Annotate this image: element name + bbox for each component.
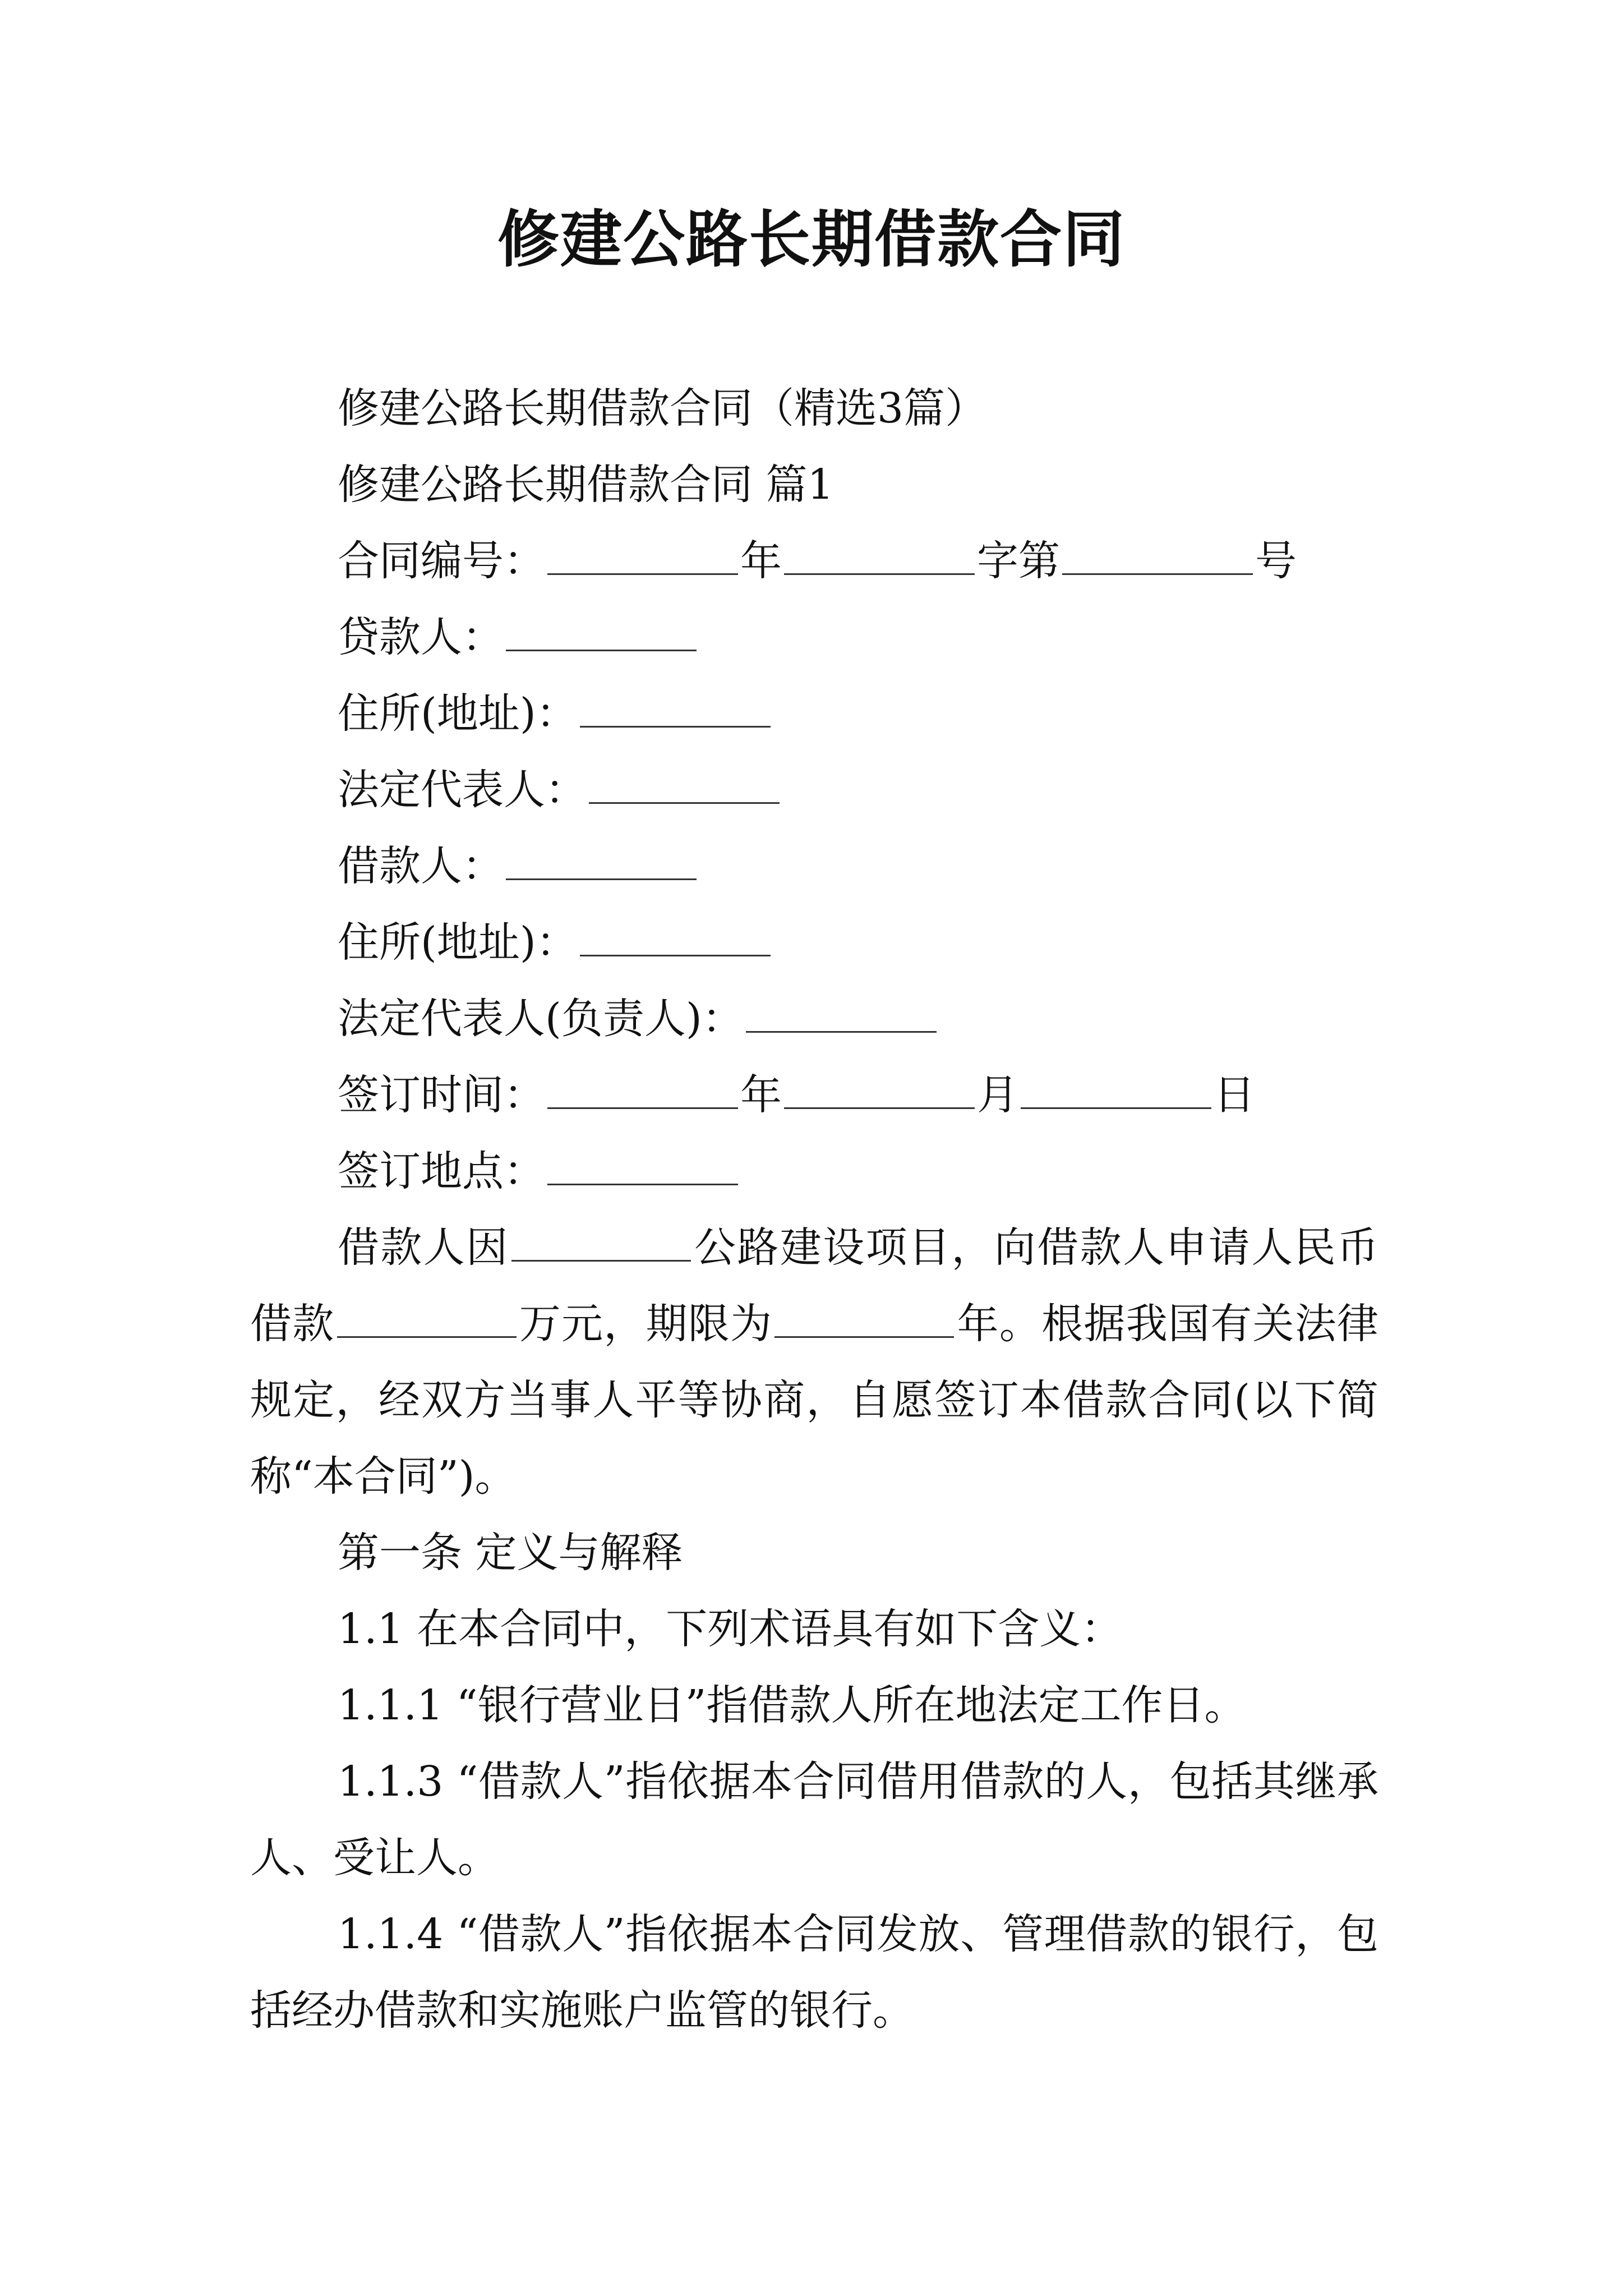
contract-number-zi-text: 字第	[977, 537, 1060, 585]
clause-1-1: 1.1 在本合同中，下列术语具有如下含义：	[338, 1605, 1123, 1653]
sign-place-line	[250, 1133, 1378, 1209]
borrower-representative-line	[250, 981, 1378, 1057]
borrower-label: 借款人：	[338, 842, 504, 890]
contract-number-hao-text: 号	[1255, 537, 1297, 585]
loan-amount-blank[interactable]	[337, 1303, 517, 1338]
sign-time-day-text: 日	[1214, 1071, 1255, 1119]
document-title: 修建公路长期借款合同	[497, 204, 1126, 275]
borrower-address-blank[interactable]	[580, 921, 771, 956]
intro-paragraph	[250, 1209, 1378, 1515]
lender-address-label: 住所(地址)：	[338, 689, 578, 738]
borrower-blank[interactable]	[506, 845, 697, 880]
clause-1-1-4: 1.1.4 “借款人”指依据本合同发放、管理借款的银行，包括经办借款和实施账户监管的银行。	[250, 1910, 1378, 2035]
intro-part-1: 借款人因	[338, 1223, 509, 1272]
contract-number-zi-blank[interactable]	[784, 540, 975, 575]
article-1-heading: 第一条 定义与解释	[338, 1529, 683, 1577]
contract-number-hao-blank[interactable]	[1062, 540, 1253, 575]
sign-time-month-text: 月	[977, 1071, 1018, 1119]
borrower-representative-label: 法定代表人(负责人)：	[338, 995, 744, 1043]
lender-address-line	[250, 675, 1378, 752]
sign-place-label: 签订地点：	[338, 1147, 545, 1195]
lender-label: 贷款人：	[338, 613, 504, 661]
document-body	[250, 370, 1378, 2049]
contract-number-line	[250, 523, 1378, 599]
section-heading: 修建公路长期借款合同 篇1	[338, 461, 834, 509]
lender-representative-label: 法定代表人：	[338, 766, 587, 814]
contract-number-year-text: 年	[740, 537, 782, 585]
project-name-blank[interactable]	[511, 1226, 691, 1262]
lender-address-blank[interactable]	[580, 692, 771, 728]
sign-time-month-blank[interactable]	[784, 1074, 975, 1109]
borrower-representative-blank[interactable]	[746, 997, 937, 1033]
sign-time-year-blank[interactable]	[547, 1074, 738, 1109]
loan-term-blank[interactable]	[774, 1303, 954, 1338]
lender-representative-blank[interactable]	[589, 769, 780, 804]
clause-1-1-3: 1.1.3 “借款人”指依据本合同借用借款的人，包括其继承人、受让人。	[250, 1757, 1378, 1882]
sign-time-day-blank[interactable]	[1021, 1074, 1211, 1109]
lender-blank[interactable]	[506, 616, 697, 651]
contract-number-label: 合同编号：	[338, 537, 545, 585]
intro-part-4: 年。根据我国有关法律规定，经双方当事人平等协商，自愿签订本借款合同(以下简称“本合同”)。	[250, 1300, 1379, 1501]
intro-part-2: 公路建设项目，向借款人申请人民币借款	[250, 1223, 1379, 1348]
sign-time-line	[250, 1057, 1378, 1133]
clause-1-1-1: 1.1.1 “银行营业日”指借款人所在地法定工作日。	[338, 1681, 1246, 1729]
document-subtitle: 修建公路长期借款合同（精选3篇）	[338, 384, 987, 432]
sign-place-blank[interactable]	[547, 1150, 738, 1185]
borrower-address-label: 住所(地址)：	[338, 918, 578, 967]
lender-line	[250, 599, 1378, 675]
sign-time-year-text: 年	[740, 1071, 782, 1119]
intro-part-3: 万元，期限为	[518, 1300, 773, 1348]
borrower-line	[250, 828, 1378, 904]
sign-time-label: 签订时间：	[338, 1071, 545, 1119]
borrower-address-line	[250, 904, 1378, 981]
contract-number-year-blank[interactable]	[547, 540, 738, 575]
lender-representative-line	[250, 752, 1378, 828]
